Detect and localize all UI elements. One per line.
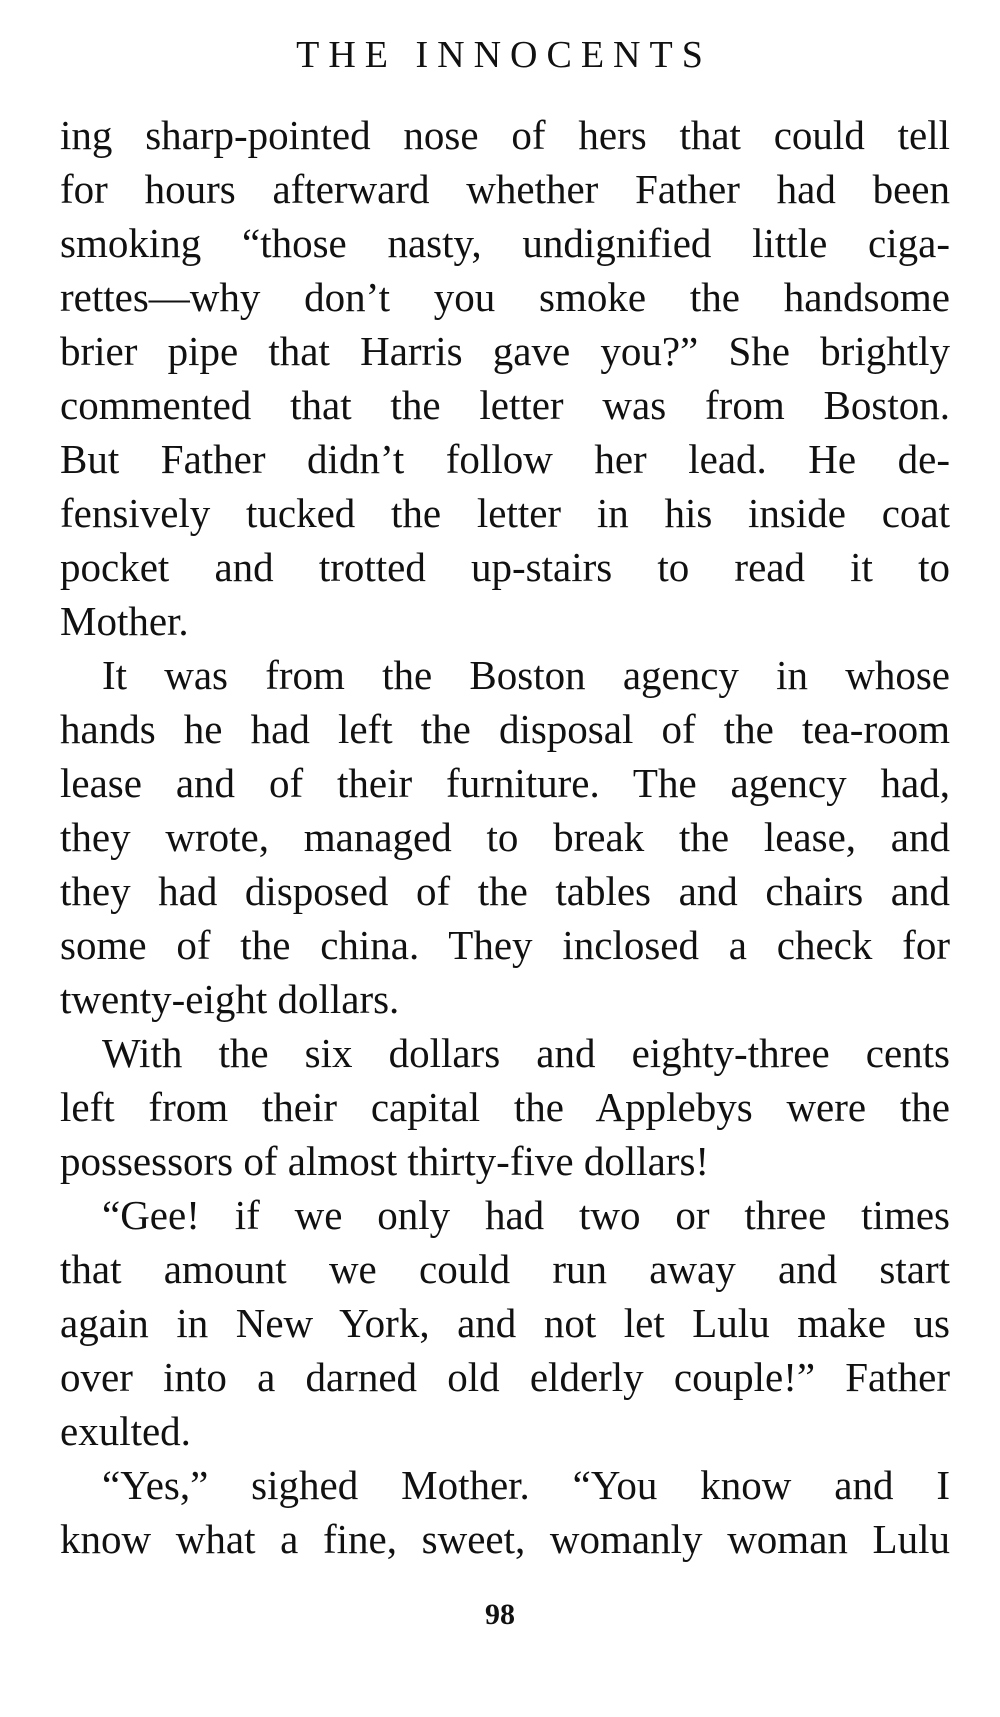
text-line: “Yes,” sighed Mother. “You know and I <box>102 1462 950 1508</box>
text-line: ing sharp-pointed nose of hers that could tell <box>60 112 950 158</box>
text-line: Mother. <box>60 598 189 644</box>
text-line: for hours afterward whether Father had been <box>60 166 950 212</box>
text-line: “Gee! if we only had two or three times <box>102 1192 950 1238</box>
paragraph-2 <box>60 648 950 1026</box>
paragraph-5 <box>60 1458 950 1566</box>
text-line: With the six dollars and eighty-three cents <box>102 1030 950 1076</box>
text-line: But Father didn’t follow her lead. He de- <box>60 436 950 482</box>
text-line: some of the china. They inclosed a check for <box>60 922 950 968</box>
text-line: that amount we could run away and start <box>60 1246 950 1292</box>
text-line: exulted. <box>60 1408 191 1454</box>
page-number: 98 <box>485 1598 515 1631</box>
text-line: possessors of almost thirty-five dollars! <box>60 1138 710 1184</box>
text-line: they wrote, managed to break the lease, and <box>60 814 950 860</box>
running-head: THE INNOCENTS <box>296 34 712 76</box>
paragraph-1 <box>60 108 950 648</box>
text-line: lease and of their furniture. The agency had, <box>60 760 950 806</box>
text-line: hands he had left the disposal of the tea-room <box>60 706 950 752</box>
text-line: brier pipe that Harris gave you?” She brightly <box>60 328 950 374</box>
text-line: know what a fine, sweet, womanly woman Lulu <box>60 1516 950 1562</box>
text-line: again in New York, and not let Lulu make us <box>60 1300 950 1346</box>
text-line: It was from the Boston agency in whose <box>102 652 950 698</box>
text-line: rettes—why don’t you smoke the handsome <box>60 274 950 320</box>
paragraph-3 <box>60 1026 950 1188</box>
text-line: pocket and trotted up-stairs to read it to <box>60 544 950 590</box>
text-line: fensively tucked the letter in his inside coat <box>60 490 950 536</box>
text-line: over into a darned old elderly couple!” Father <box>60 1354 950 1400</box>
paragraph-4 <box>60 1188 950 1458</box>
text-line: left from their capital the Applebys were the <box>60 1084 950 1130</box>
text-line: commented that the letter was from Boston. <box>60 382 950 428</box>
body-text <box>60 108 950 1566</box>
text-line: smoking “those nasty, undignified little ciga- <box>60 220 950 266</box>
text-line: they had disposed of the tables and chairs and <box>60 868 950 914</box>
text-line: twenty-eight dollars. <box>60 976 400 1022</box>
